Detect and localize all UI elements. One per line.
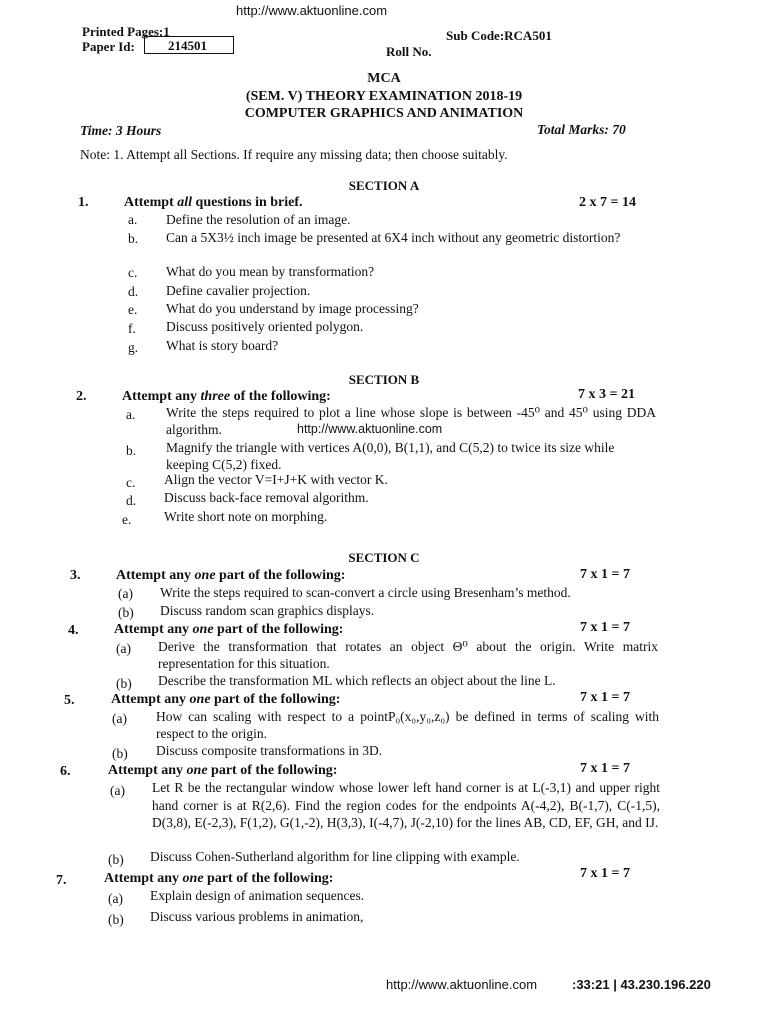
item-label: c. (128, 265, 138, 280)
part-label: (b) (116, 676, 132, 691)
item-label: d. (126, 493, 137, 508)
item-text: Discuss positively oriented polygon. (166, 319, 364, 334)
part-label: (b) (108, 852, 124, 867)
item-text: Discuss back-face removal algorithm. (164, 490, 369, 505)
item-label: d. (128, 284, 139, 299)
item-text: What is story board? (166, 338, 279, 353)
instruction-pre: Attempt any (114, 622, 193, 637)
question-number: 5. (64, 693, 75, 708)
section-b-title: SECTION B (348, 372, 420, 387)
section-c-instruction (108, 763, 337, 779)
section-c-marks: 7 x 1 = 7 (580, 761, 630, 776)
instruction-pre: Attempt any (116, 568, 195, 583)
section-c-marks: 7 x 1 = 7 (580, 567, 630, 582)
section-c-instruction (104, 871, 333, 887)
total-marks: Total Marks: 70 (537, 122, 626, 137)
item-text: Magnify the triangle with vertices A(0,0), B(1,1), and C(5,2) to twice its size while keeping C(5,2) fixed. (166, 440, 615, 472)
section-c-marks: 7 x 1 = 7 (580, 690, 630, 705)
paper-id-value: 214501 (168, 38, 207, 53)
part-label: (b) (112, 746, 128, 761)
item-label: e. (122, 512, 132, 527)
section-c-marks: 7 x 1 = 7 (580, 620, 630, 635)
instruction-emphasis: one (189, 692, 211, 707)
instruction-emphasis: all (177, 195, 193, 210)
question-number: 6. (60, 764, 71, 779)
instruction-emphasis: three (200, 389, 231, 404)
item-text: Write the steps required to plot a line whose slope is between -45⁰ and 45⁰ using DDA algorithm. (166, 405, 656, 437)
section-a-instruction (124, 195, 303, 211)
part-label: (a) (112, 711, 127, 726)
item-text: Align the vector V=I+J+K with vector K. (164, 472, 388, 487)
instruction-post: part of the following: (207, 763, 338, 778)
item-label: b. (126, 443, 137, 458)
part-text: Discuss random scan graphics displays. (160, 603, 375, 618)
section-a-title: SECTION A (348, 178, 420, 193)
question-number: 1. (78, 195, 89, 210)
part-text: Discuss composite transformations in 3D. (156, 743, 383, 758)
paper-id-label: Paper Id: (82, 39, 135, 54)
question-number: 4. (68, 623, 79, 638)
section-c-instruction (114, 622, 343, 638)
instruction-pre: Attempt any (122, 389, 201, 404)
instruction-post: part of the following: (215, 568, 346, 583)
part-label: (a) (110, 783, 125, 798)
item-label: f. (128, 321, 136, 336)
instruction-post: of the following: (230, 389, 331, 404)
part-label: (a) (116, 641, 131, 656)
item-text: Define the resolution of an image. (166, 212, 351, 227)
part-label: (b) (108, 912, 124, 927)
section-c-instruction (111, 692, 340, 708)
instruction-pre: Attempt any (111, 692, 190, 707)
part-text: Let R be the rectangular window whose lower left hand corner is at L(-3,1) and upper right hand corner is at R(2,6). Find the region codes for the endpoints A(-4,2), B(-1,7), C(-1,5), D(3,8), E(-2,3), F(1,2), G(1,-2), H(3,3), I(-4,7), J(-2,10) for the lines AB, CD, EF, GH, and IJ. (152, 780, 660, 830)
instruction-emphasis: one (194, 568, 216, 583)
section-b-instruction (122, 389, 331, 405)
item-text: What do you understand by image processing? (166, 301, 419, 316)
title-course: MCA (367, 71, 401, 86)
question-number: 7. (56, 873, 67, 888)
question-number: 3. (70, 568, 81, 583)
part-text: Discuss various problems in animation, (150, 909, 364, 924)
part-text: Describe the transformation ML which reflects an object about the line L. (158, 673, 556, 688)
instruction-post: part of the following: (210, 692, 341, 707)
instruction-emphasis: one (182, 871, 204, 886)
part-text: Discuss Cohen-Sutherland algorithm for line clipping with example. (150, 849, 520, 864)
item-text: Write short note on morphing. (164, 509, 328, 524)
part-label: (b) (118, 605, 134, 620)
part-text: Write the steps required to scan-convert a circle using Bresenham’s method. (160, 585, 571, 600)
instruction-post: part of the following: (213, 622, 344, 637)
sub-code: Sub Code:RCA501 (446, 28, 552, 43)
instruction-pre: Attempt any (108, 763, 187, 778)
section-c-instruction (116, 568, 345, 584)
question-number: 2. (76, 389, 87, 404)
instruction-pre: Attempt (124, 195, 178, 210)
source-url-top[interactable]: http://www.aktuonline.com (236, 3, 388, 18)
inline-source-url[interactable]: http://www.aktuonline.com (297, 422, 443, 436)
printed-pages: Printed Pages:1 (82, 24, 170, 39)
note: Note: 1. Attempt all Sections. If require any missing data; then choose suitably. (80, 147, 508, 162)
roll-no: Roll No. (386, 44, 432, 59)
part-text: Explain design of animation sequences. (150, 888, 365, 903)
part-text: How can scaling with respect to a pointP₀(x₀,y₀,z₀) be defined in terms of scaling with respect to the origin. (156, 709, 659, 741)
item-label: b. (128, 231, 139, 246)
part-text: Derive the transformation that rotates an object Θ⁰ about the origin. Write matrix representation for this situation. (158, 639, 658, 671)
footer-stamp: :33:21 | 43.230.196.220 (572, 977, 711, 992)
footer-source-url[interactable]: http://www.aktuonline.com (386, 977, 538, 992)
item-label: c. (126, 475, 136, 490)
instruction-emphasis: one (192, 622, 214, 637)
instruction-post: questions in brief. (192, 195, 303, 210)
item-label: a. (126, 407, 136, 422)
instruction-pre: Attempt any (104, 871, 183, 886)
title-exam: (SEM. V) THEORY EXAMINATION 2018-19 (245, 89, 523, 104)
item-label: e. (128, 302, 138, 317)
section-b-marks: 7 x 3 = 21 (578, 387, 635, 402)
item-text: What do you mean by transformation? (166, 264, 375, 279)
item-label: g. (128, 340, 139, 355)
part-label: (a) (108, 891, 123, 906)
item-text: Define cavalier projection. (166, 283, 311, 298)
instruction-post: part of the following: (203, 871, 334, 886)
section-a-marks: 2 x 7 = 14 (579, 195, 636, 210)
instruction-emphasis: one (186, 763, 208, 778)
part-label: (a) (118, 586, 133, 601)
section-c-title: SECTION C (348, 550, 420, 565)
item-label: a. (128, 212, 138, 227)
section-c-marks: 7 x 1 = 7 (580, 866, 630, 881)
title-subject: COMPUTER GRAPHICS AND ANIMATION (244, 106, 524, 121)
time-allowed: Time: 3 Hours (80, 123, 162, 138)
item-text: Can a 5X3½ inch image be presented at 6X4 inch without any geometric distortion? (166, 230, 621, 245)
